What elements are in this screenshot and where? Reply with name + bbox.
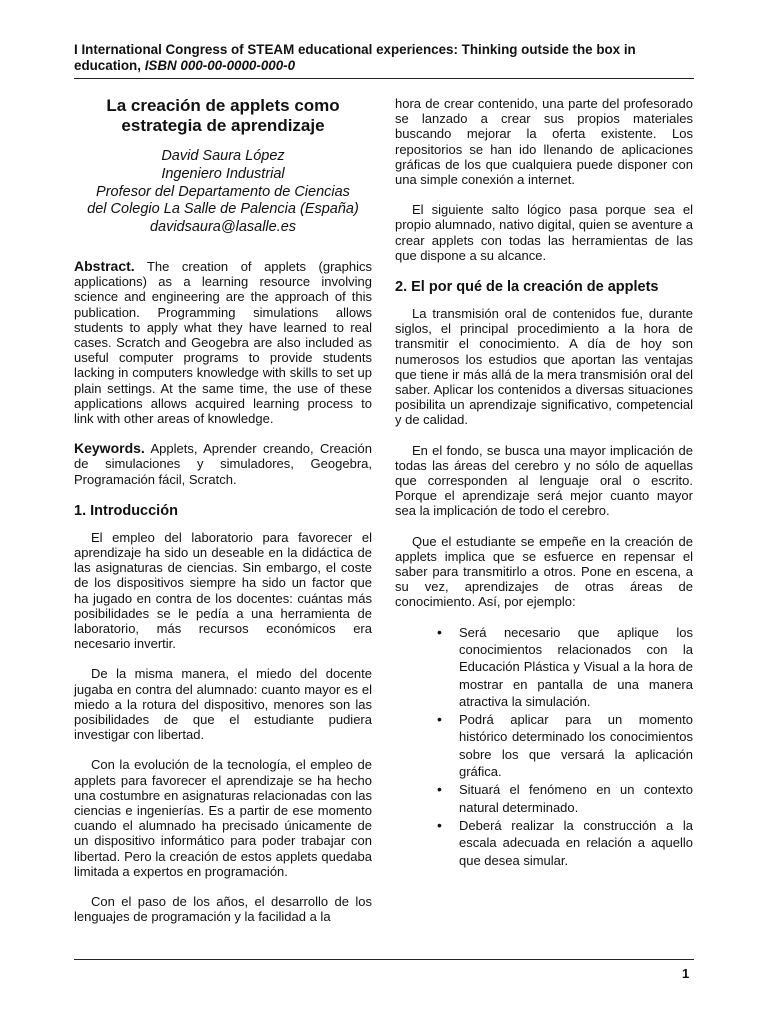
- page-number: 1: [682, 966, 690, 981]
- paragraph: En el fondo, se busca una mayor implicación de todas las áreas del cerebro y no sólo de aquellas que corresponden al lenguaje oral o escrito. Porque el aprendizaje será mejor cuanto mayor sea la implicación de todo el cerebro.: [395, 442, 693, 519]
- list-item: [437, 781, 693, 816]
- keywords: [74, 441, 372, 487]
- footer-rule: [74, 959, 694, 960]
- abstract-label: Abstract.: [74, 257, 135, 274]
- bullet-icon: •: [437, 623, 442, 640]
- paragraph: La transmisión oral de contenidos fue, durante siglos, el principal procedimiento a la hora de transmitir el conocimiento. A día de hoy son numerosos los estudios que aportan las ventajas que tiene ir más allá de la mera transmisión oral del saber. Aplicar los contenidos a diversas situaciones posibilita un aprendizaje significativo, competencial y de calidad.: [395, 306, 693, 428]
- paragraph: De la misma manera, el miedo del docente jugaba en contra del alumnado: cuanto mayor es el miedo a la rotura del dispositivo, menores son las posibilidades de que el estudiante pudiera investigar con libertad.: [74, 666, 372, 743]
- abstract: [74, 259, 372, 426]
- header-isbn: ISBN 000-00-0000-000-0: [144, 58, 296, 73]
- list-item: [437, 711, 693, 780]
- author-affiliation-2: del Colegio La Salle de Palencia (España): [87, 201, 359, 218]
- running-header: [74, 42, 694, 74]
- abstract-text: The creation of applets (graphics applications) as a learning resource involving science and engineering are the approach of this publication. Programming simulations allows students to apply what they have learned to real cases. Scratch and Geogebra are also included as useful computer programs to provide students lacking in computers knowledge with skills to set up plain settings. At the same time, the use of these applications allows acquired learning process to link with other areas of knowledge.: [74, 258, 372, 427]
- header-rule: [74, 78, 694, 79]
- list-item-text: Deberá realizar la construcción a la escala adecuada en relación a aquello que desea simular.: [459, 817, 693, 868]
- bullet-icon: •: [437, 781, 442, 798]
- author-name: David Saura López: [161, 148, 285, 164]
- bullet-icon: •: [437, 711, 442, 728]
- author-affiliation-1: Profesor del Departamento de Ciencias: [96, 183, 350, 200]
- list-item-text: Situará el fenómeno en un contexto natural determinado.: [459, 782, 693, 815]
- section-2-heading: 2. El por qué de la creación de applets: [395, 279, 659, 296]
- paragraph: Que el estudiante se empeñe en la creación de applets implica que se esfuerce en repensar el saber para transmitirlo a otros. Pone en escena, a su vez, aprendizajes de otras áreas de conocimiento. Así, por ejemplo:: [395, 533, 693, 610]
- paragraph: Con el paso de los años, el desarrollo de los lenguajes de programación y la facilidad a la: [74, 894, 372, 925]
- list-item-text: Podrá aplicar para un momento histórico determinado los conocimientos sobre los que versará la aplicación gráfica.: [459, 712, 693, 780]
- paragraph: El empleo del laboratorio para favorecer el aprendizaje ha sido un deseable en la didáctica de las asignaturas de ciencias. Sin embargo, el coste de los dispositivos siempre ha sido un factor que ha jugado en contra de los docentes: cuántas más posibilidades se le pedía a una herramienta de laboratorio, más recursos económicos era necesario invertir.: [74, 529, 372, 652]
- paragraph: El siguiente salto lógico pasa porque sea el propio alumnado, nativo digital, quien se aventure a crear applets con todas las herramientas de las que dispone a su alcance.: [395, 202, 693, 263]
- bullet-list: [395, 624, 693, 869]
- right-column: [395, 96, 693, 870]
- left-column: [74, 96, 372, 925]
- paragraph: Con la evolución de la tecnología, el empleo de applets para favorecer el aprendizaje se ha hecho una costumbre en asignaturas relacionadas con las ciencias e ingenierías. Es a partir de ese momento cuando el alumnado ha precisado únicamente de un dispositivo informático para poder trabajar con libertad. Pero la creación de estos applets quedaba limitada a expertos en programación.: [74, 757, 372, 879]
- paper-title: La creación de applets como estrategia de aprendizaje: [106, 96, 340, 135]
- keywords-text: Applets, Aprender creando, Creación de simulaciones y simuladores, Geogebra, Programación fácil, Scratch.: [74, 441, 372, 487]
- list-item-text: Será necesario que aplique los conocimientos relacionados con la Educación Plástica y Visual a la hora de mostrar en pantalla de una manera atractiva la simulación.: [459, 624, 693, 709]
- list-item: [437, 816, 693, 869]
- header-title: I International Congress of STEAM educational experiences: Thinking outside the box in education,: [74, 42, 636, 73]
- section-1-heading: 1. Introducción: [74, 502, 178, 519]
- author-email: davidsaura@lasalle.es: [149, 219, 297, 236]
- paragraph: hora de crear contenido, una parte del profesorado se lanzado a crear sus propios materiales buscando mejorar la oferta existente. Los repositorios se han ido llenando de aplicaciones gráficas de los que cualquiera puede disponer con una simple conexión a internet.: [395, 96, 693, 188]
- author-block: [74, 148, 372, 237]
- list-item: [437, 623, 693, 710]
- author-role: Ingeniero Industrial: [161, 165, 285, 182]
- bullet-icon: •: [437, 816, 442, 833]
- keywords-label: Keywords.: [74, 440, 145, 457]
